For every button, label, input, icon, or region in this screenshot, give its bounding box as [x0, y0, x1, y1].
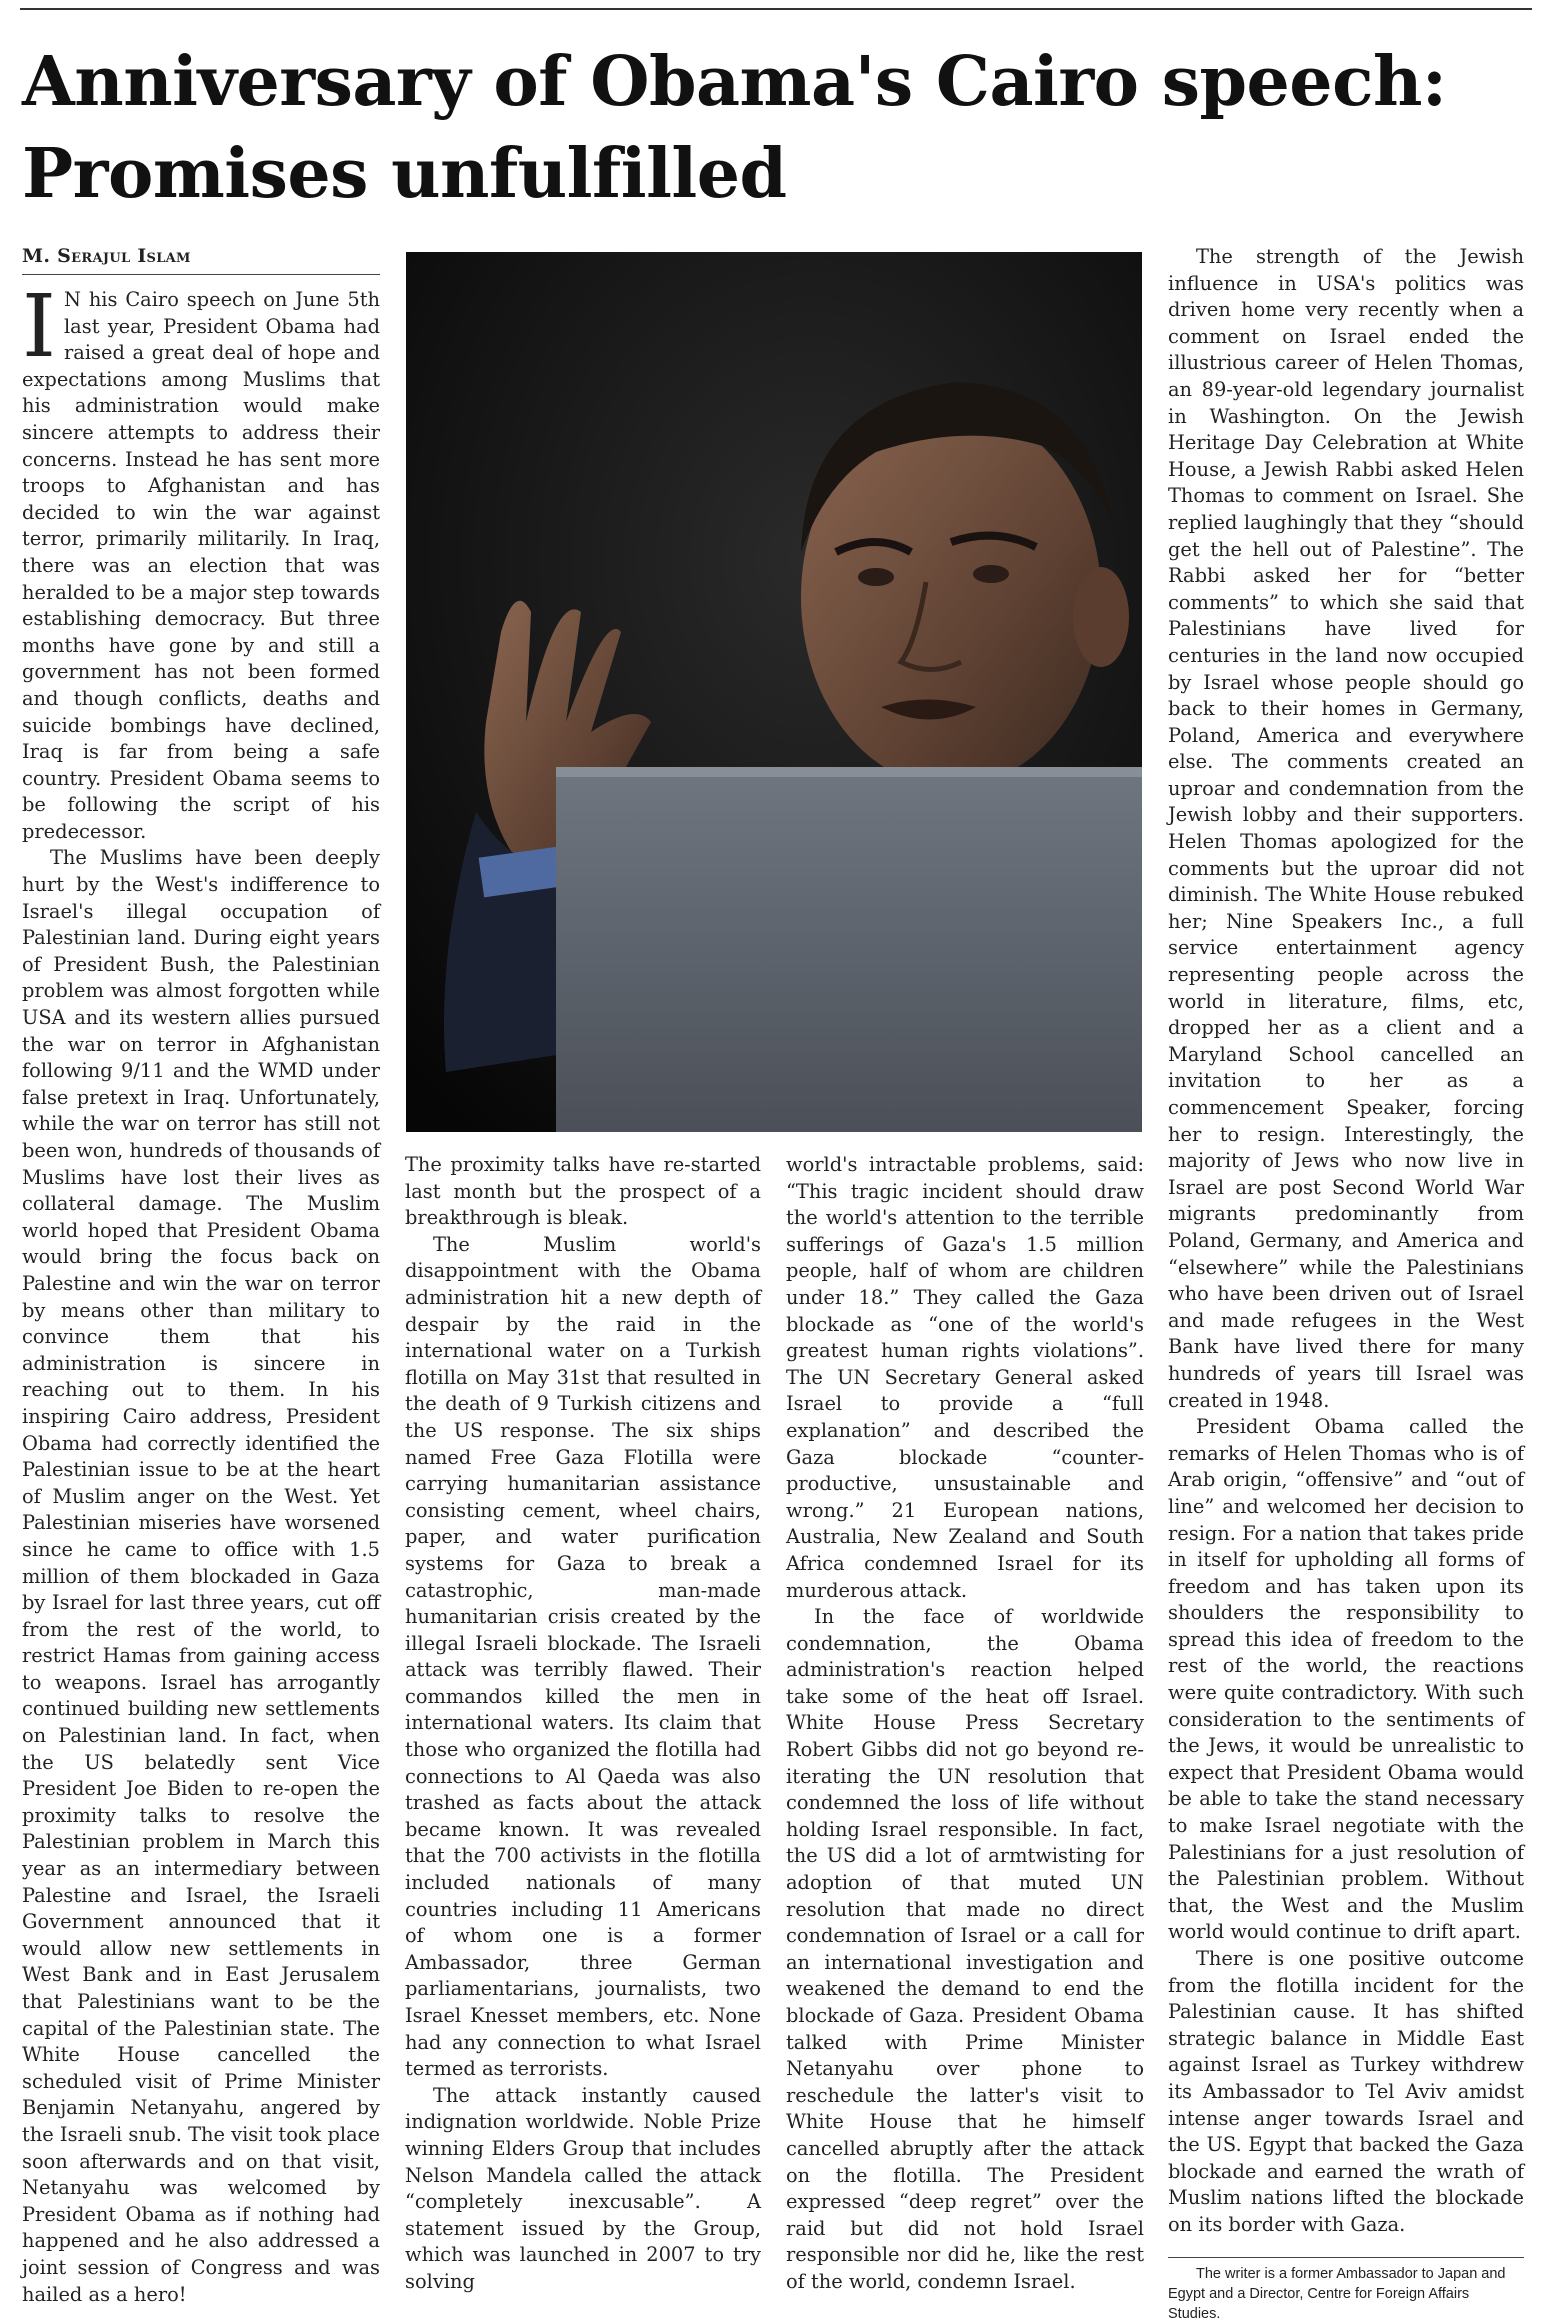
paragraph-9: President Obama called the remarks of Helen Thomas who is of Arab origin, “offensive” and “out of line” and welcomed her decision to resign. For a nation that takes pride in itself for upholding all forms of freedom and has taken upon its shoulders the responsibility to spread this idea of freedom to the rest of the world, the reactions were quite contradictory. With such consideration to the sentiments of the Jews, it would be unrealistic to expect that President Obama would be able to take the stand necessary to make Israel negotiate with the Palestinians for a just resolution of the Palestinian problem. Without that, the West and the Muslim world would continue to drift apart.	[1168, 1415, 1524, 1944]
top-rule	[20, 8, 1532, 10]
headline	[22, 36, 1522, 220]
article-column-2	[405, 1152, 761, 2296]
drop-cap: I	[22, 277, 56, 377]
byline: M. Serajul Islam	[22, 244, 380, 275]
paragraph-6: world's intractable problems, said: “This tragic incident should draw the world's attention to the terrible sufferings of Gaza's 1.5 million people, half of whom are children under 18.” They called the Gaza blockade as “one of the world's greatest human rights violations”. The UN Secretary General asked Israel to provide a “full explanation” and described the Gaza blockade “counter- productive, unsustainable and wrong.” 21 European nations, Australia, New Zealand and South Africa condemned Israel for its murderous attack.	[786, 1153, 1144, 1602]
paragraph-10: There is one positive outcome from the flotilla incident for the Palestinian cause. It has shifted strategic balance in Middle East against Israel as Turkey withdrew its Ambassador to Tel Aviv amidst intense anger towards Israel and the US. Egypt that backed the Gaza blockade and earned the wrath of Muslim nations lifted the blockade on its border with Gaza.	[1168, 1947, 1524, 2236]
author-footnote: The writer is a former Ambassador to Japan and Egypt and a Director, Centre for Foreign Affairs Studies.	[1168, 2265, 1506, 2322]
paragraph-1	[22, 277, 380, 845]
paragraph-1-text: N his Cairo speech on June 5th last year, President Obama had raised a great deal of hope and expectations among Muslims that his administration would make sincere attempts to address their concerns. Instead he has sent more troops to Afghanistan and has decided to win the war against terror, primarily militarily. In Iraq, there was an election that was heralded to be a major step towards establishing democracy. But three months have gone by and still a government has not been formed and though conflicts, deaths and suicide bombings have declined, Iraq is far from being a safe country. President Obama seems to be following the script of his predecessor.	[22, 288, 380, 843]
speaker-photo-illustration	[406, 252, 1142, 1132]
article-column-3	[786, 1152, 1144, 2296]
article-column-1	[22, 244, 380, 2308]
footnote-rule	[1168, 2257, 1524, 2324]
headline-line-2: Promises unfulfilled	[22, 134, 787, 214]
paragraph-2: The Muslims have been deeply hurt by the West's indifference to Israel's illegal occupation of Palestinian land. During eight years of President Bush, the Palestinian problem was almost forgotten while USA and its western allies pursued the war on terror in Afghanistan following 9/11 and the WMD under false pretext in Iraq. Unfortunately, while the war on terror has still not been won, hundreds of thousands of Muslims have lost their lives as collateral damage. The Muslim world hoped that President Obama would bring the focus back on Palestine and win the war on terror by means other than military to convince them that his administration is sincere in reaching out to them. In his inspiring Cairo address, President Obama had correctly identified the Palestinian issue to be at the heart of Muslim anger on the West. Yet Palestinian miseries have worsened since he came to office with 1.5 million of them blockaded in Gaza by Israel for last three years, cut off from the rest of the world, to restrict Hamas from gaining access to weapons. Israel has arrogantly continued building new settlements on Palestinian land. In fact, when the US belatedly sent Vice President Joe Biden to re-open the proximity talks to resolve the Palestinian problem in March this year as an intermediary between Palestine and Israel, the Israeli Government announced that it would allow new settlements in West Bank and in East Jerusalem that Palestinians want to be the capital of the Palestinian state. The White House cancelled the scheduled visit of Prime Minister Benjamin Netanyahu, angered by the Israeli snub. The visit took place soon afterwards and on that visit, Netanyahu was welcomed by President Obama as if nothing had happened and he also addressed a joint session of Congress and was hailed as a hero!	[22, 846, 380, 2306]
paragraph-4: The Muslim world's disappointment with the Obama administration hit a new depth of despair by the raid in the international water on a Turkish flotilla on May 31st that resulted in the death of 9 Turkish citizens and the US response. The six ships named Free Gaza Flotilla were carrying humanitarian assistance consisting cement, wheel chairs, paper, and water purification systems for Gaza to break a catastrophic, man-made humanitarian crisis created by the illegal Israeli blockade. The Israeli attack was terribly flawed. Their commandos killed the men in international waters. Its claim that those who organized the flotilla had connections to Al Qaeda was also trashed as facts about the attack became known. It was revealed that the 700 activists in the flotilla included nationals of many countries including 11 Americans of whom one is a former Ambassador, three German parliamentarians, journalists, two Israel Knesset members, etc. None had any connection to what Israel termed as terrorists.	[405, 1232, 761, 2081]
paragraph-5: The attack instantly caused indignation worldwide. Noble Prize winning Elders Group that includes Nelson Mandela called the attack “completely inexcusable”. A statement issued by the Group, which was launched in 2007 to try solving	[405, 2083, 761, 2293]
paragraph-7: In the face of worldwide condemnation, the Obama administration's reaction helped take some of the heat off Israel. White House Press Secretary Robert Gibbs did not go beyond re-iterating the UN resolution that condemned the loss of life without holding Israel responsible. In fact, the US did a lot of armtwisting for adoption of that muted UN resolution that made no direct condemnation of Israel or a call for an international investigation and weakened the demand to end the blockade of Gaza. President Obama talked with Prime Minister Netanyahu over phone to reschedule the latter's visit to White House that he himself cancelled abruptly after the attack on the flotilla. The President expressed “deep regret” over the raid but did not hold Israel responsible nor did he, like the rest of the world, condemn Israel.	[786, 1605, 1144, 2293]
paragraph-3: The proximity talks have re-started last month but the prospect of a breakthrough is bleak.	[405, 1153, 761, 1230]
speaker-photo	[406, 252, 1142, 1132]
paragraph-8: The strength of the Jewish influence in USA's politics was driven home very recently when a comment on Israel ended the illustrious career of Helen Thomas, an 89-year-old legendary journalist in Washington. On the Jewish Heritage Day Celebration at White House, a Jewish Rabbi asked Helen Thomas to comment on Israel. She replied laughingly that they “should get the hell out of Palestine”. The Rabbi asked her for “better comments” to which she said that Palestinians have lived for centuries in the land now occupied by Israel whose people should go back to their homes in Germany, Poland, America and everywhere else. The comments created an uproar and condemnation from the Jewish lobby and their supporters. Helen Thomas apologized for the comments but the uproar did not diminish. The White House rebuked her; Nine Speakers Inc., a full service entertainment agency representing people across the world in literature, films, etc, dropped her as a client and a Maryland School cancelled an invitation to her as a commencement Speaker, forcing her to resign. Interestingly, the majority of Jews who now live in Israel are post Second World War migrants predominantly from Poland, Germany, and America and “elsewhere” while the Palestinians who have been driven out of Israel and made refugees in the West Bank have lived there for many hundreds of years till Israel was created in 1948.	[1168, 245, 1524, 1412]
article-column-4	[1168, 244, 1524, 2324]
headline-line-1: Anniversary of Obama's Cairo speech:	[22, 42, 1447, 122]
